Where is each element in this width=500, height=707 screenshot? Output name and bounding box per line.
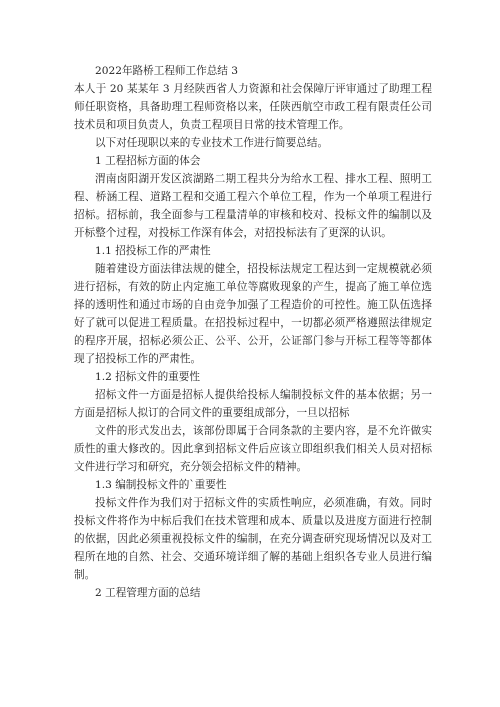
section-heading-1: 1 工程招标方面的体会 xyxy=(95,155,201,167)
section-heading-1-1: 1.1 招投标工作的严肃性 xyxy=(95,245,211,257)
section-heading-2: 2 工程管理方面的总结 xyxy=(95,587,201,599)
document-title: 2022年路桥工程师工作总结 3 xyxy=(95,65,239,77)
paragraph-summary-lead: 以下对任现职以来的专业技术工作进行简要总结。 xyxy=(95,137,329,149)
paragraph-project-overview: 渭南卤阳湖开发区滨湖路二期工程共分为给水工程、排水工程、照明工程、桥涵工程、道路工程和交通工程六个单位工程，作为一个单项工程进行招标。招标前，我全面参与工程量清单的审核和校对、投标文件的编制以及开标整个过程，对投标工作深有体会，对招投标法有了更深的认识。 xyxy=(74,173,432,239)
paragraph-tender-doc-basis: 招标文件一方面是招标人提供给投标人编制投标文件的基本依据；另一方面是招标人拟订的合同文件的重要组成部分，一旦以招标 xyxy=(74,389,432,419)
section-heading-1-3: 1.3 编制投标文件的`重要性 xyxy=(95,479,227,491)
paragraph-bid-preparation: 投标文件作为我们对于招标文件的实质性响应，必须准确，有效。同时投标文件将作为中标后我们在技术管理和成本、质量以及进度方面进行控制的依据，因此必须重视投标文件的编制，在充分调查研究现场情况以及对工程所在地的自然、社会、交通环境详细了解的基础上组织各专业人员进行编制。 xyxy=(74,497,432,581)
section-heading-1-2: 1.2 招标文件的重要性 xyxy=(95,371,200,383)
document-body xyxy=(74,62,432,602)
paragraph-tender-doc-contract: 文件的形式发出去，该部份即属于合同条款的主要内容，是不允许做实质性的重大修改的。因此拿到招标文件后应该立即组织我们相关人员对招标文件进行学习和研究，充分领会招标文件的精神。 xyxy=(74,425,432,473)
paragraph-intro: 本人于 20 某某年 3 月经陕西省人力资源和社会保障厅评审通过了助理工程师任职资格，具备助理工程师资格以来，任陕西航空市政工程有限责任公司技术员和项目负责人，负责工程项目日常的技术管理工作。 xyxy=(74,83,432,131)
paragraph-bidding-seriousness: 随着建设方面法律法规的健全，招投标法规定工程达到一定规模就必须进行招标，有效的防止内定施工单位等腐败现象的产生，提高了施工单位选择的透明性和通过市场的自由竞争加强了工程造价的可控性。施工队伍选择好了就可以促进工程质量。在招投标过程中，一切都必须严格遵照法律规定的程序开展，招标必须公正、公平、公开，公证部门参与开标工程等等都体现了招投标工作的严肃性。 xyxy=(74,263,432,365)
